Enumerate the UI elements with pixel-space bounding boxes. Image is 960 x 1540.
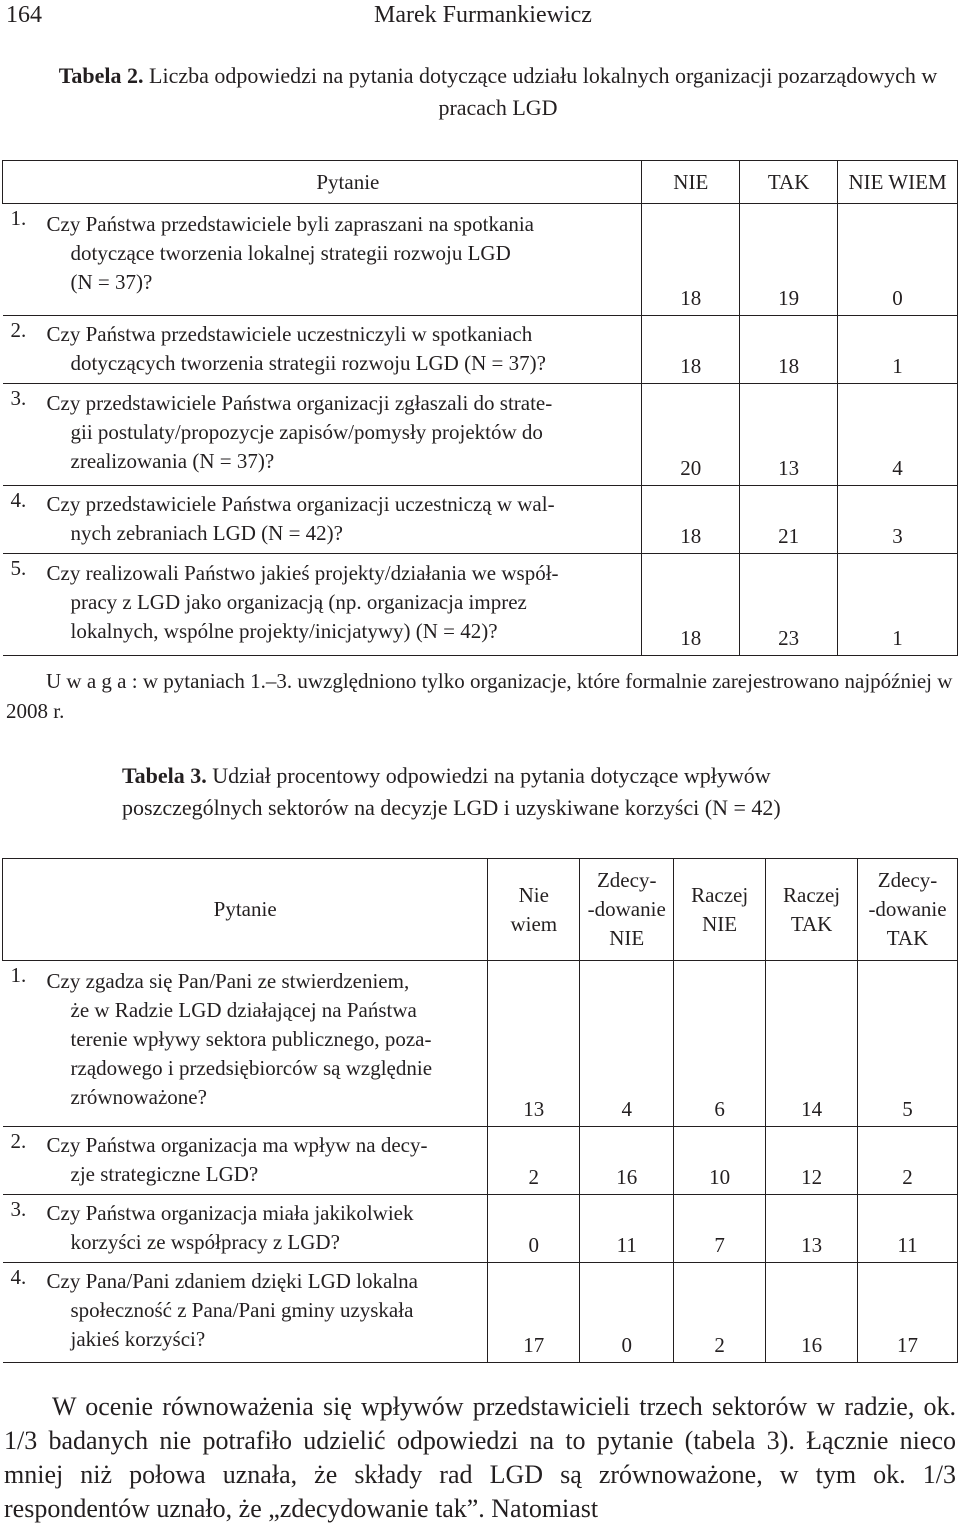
cell-nie-wiem: 17 xyxy=(488,1263,580,1363)
table-row xyxy=(3,961,958,1127)
question-line: pracy z LGD jako organizacją (np. organizacja imprez xyxy=(70,590,527,614)
header-line: TAK xyxy=(790,911,833,936)
cell-nie-wiem: 2 xyxy=(488,1127,580,1195)
body-paragraph xyxy=(4,1390,956,1526)
question-line: nych zebraniach LGD (N = 42)? xyxy=(70,521,343,545)
cell-raczej-nie: 7 xyxy=(674,1195,766,1263)
cell-nie: 18 xyxy=(642,486,740,554)
table2-header-nie: NIE xyxy=(642,161,740,204)
question-line: korzyści ze współpracy z LGD? xyxy=(70,1230,340,1254)
cell-zdecydowanie-tak: 17 xyxy=(858,1263,958,1363)
table3-caption-line2: poszczególnych sektorów na decyzje LGD i uzyskiwane korzyści (N = 42) xyxy=(122,795,781,820)
header-line: NIE xyxy=(609,926,645,950)
question-line: Czy Państwa organizacja ma wpływ na decy- xyxy=(46,1133,428,1157)
cell-tak: 21 xyxy=(740,486,838,554)
cell-zdecydowanie-tak: 11 xyxy=(858,1195,958,1263)
cell-raczej-tak: 16 xyxy=(766,1263,858,1363)
table3-header-row xyxy=(3,859,958,961)
cell-nie-wiem: 13 xyxy=(488,961,580,1127)
cell-raczej-nie: 6 xyxy=(674,961,766,1127)
row-number: 1. xyxy=(10,206,27,230)
cell-zdecydowanie-tak: 2 xyxy=(858,1127,958,1195)
table3-header-raczej-tak xyxy=(766,859,858,961)
cell-nie-wiem: 0 xyxy=(838,204,958,316)
question-line: dotyczących tworzenia strategii rozwoju LGD (N = 37)? xyxy=(70,351,546,375)
cell-zdecydowanie-tak: 5 xyxy=(858,961,958,1127)
row-number: 2. xyxy=(10,1129,27,1153)
table3-header-nie-wiem xyxy=(488,859,580,961)
header-line: -dowanie xyxy=(868,897,947,921)
page-number: 164 xyxy=(6,2,42,28)
row-number: 1. xyxy=(10,963,27,987)
table3-header-raczej-nie xyxy=(674,859,766,961)
table-row xyxy=(3,204,958,316)
cell-tak: 13 xyxy=(740,384,838,486)
cell-tak: 18 xyxy=(740,316,838,384)
cell-nie-wiem: 4 xyxy=(838,384,958,486)
table2-header-row xyxy=(3,161,958,204)
body-paragraph-text: W ocenie równoważenia się wpływów przedstawicieli trzech sektorów w radzie, ok. 1/3 badanych nie potrafiło udzielić odpowiedzi na to pytanie (tabela 3). Łącznie nieco mniej niż połowa uznała, że składy rad LGD są zrównoważone, w tym ok. 1/3 respondentów uznało, że „zdecydowanie tak”. Natomiast xyxy=(4,1392,956,1523)
cell-raczej-nie: 10 xyxy=(674,1127,766,1195)
table2 xyxy=(2,160,958,656)
question-line: rządowego i przedsiębiorców są względnie xyxy=(70,1056,433,1080)
cell-zdecydowanie-nie: 4 xyxy=(580,961,674,1127)
header-line: Raczej xyxy=(691,882,749,907)
header-line: wiem xyxy=(510,911,558,936)
cell-raczej-tak: 13 xyxy=(766,1195,858,1263)
cell-raczej-tak: 12 xyxy=(766,1127,858,1195)
question-line: zrównoważone? xyxy=(70,1085,207,1109)
header-line: TAK xyxy=(886,926,929,950)
cell-zdecydowanie-nie: 0 xyxy=(580,1263,674,1363)
cell-nie: 18 xyxy=(642,204,740,316)
question-line: Czy zgadza się Pan/Pani ze stwierdzeniem, xyxy=(46,969,410,993)
header-line: Zdecy- xyxy=(596,868,657,892)
question-line: Czy przedstawiciele Państwa organizacji zgłaszali do strate- xyxy=(46,391,553,415)
question-line: dotyczące tworzenia lokalnej strategii rozwoju LGD xyxy=(70,241,511,265)
table-row xyxy=(3,384,958,486)
note-label: U w a g a : xyxy=(46,669,138,693)
cell-nie-wiem: 1 xyxy=(838,554,958,656)
note-text: w pytaniach 1.–3. uwzględniono tylko organizacje, które formalnie zarejestrowano najpóźniej w 2008 r. xyxy=(6,669,953,723)
table-row xyxy=(3,316,958,384)
table-row xyxy=(3,1263,958,1363)
row-number: 4. xyxy=(10,1265,27,1289)
question-line: lokalnych, wspólne projekty/inicjatywy) (N = 42)? xyxy=(70,619,498,643)
header-line: Nie xyxy=(518,882,549,907)
question-line: Czy Pana/Pani zdaniem dzięki LGD lokalna xyxy=(46,1269,418,1293)
table3-caption-line1: Udział procentowy odpowiedzi na pytania dotyczące wpływów xyxy=(212,763,771,788)
table-row xyxy=(3,1127,958,1195)
cell-zdecydowanie-nie: 16 xyxy=(580,1127,674,1195)
table3-header-zdecydowanie-nie xyxy=(580,859,674,961)
cell-nie: 18 xyxy=(642,554,740,656)
table-row xyxy=(3,554,958,656)
table2-header-nie-wiem: NIE WIEM xyxy=(838,161,958,204)
cell-tak: 23 xyxy=(740,554,838,656)
cell-zdecydowanie-nie: 11 xyxy=(580,1195,674,1263)
table2-header-tak: TAK xyxy=(740,161,838,204)
header-line: Zdecy- xyxy=(877,868,938,892)
question-line: Czy realizowali Państwo jakieś projekty/działania we współ- xyxy=(46,561,559,585)
question-line: zje strategiczne LGD? xyxy=(70,1162,259,1186)
header-line: NIE xyxy=(702,911,738,936)
running-header-author: Marek Furmankiewicz xyxy=(374,2,592,28)
question-line: że w Radzie LGD działającej na Państwa xyxy=(70,998,417,1022)
question-line: Czy Państwa przedstawiciele byli zapraszani na spotkania xyxy=(46,212,534,236)
table2-caption-label: Tabela 2. xyxy=(58,63,144,88)
row-number: 2. xyxy=(10,318,27,342)
question-line: zrealizowania (N = 37)? xyxy=(70,449,275,473)
header-line: Raczej xyxy=(783,882,841,907)
table-row xyxy=(3,486,958,554)
row-number: 3. xyxy=(10,1197,27,1221)
table3 xyxy=(2,858,958,1363)
question-line: terenie wpływy sektora publicznego, poza- xyxy=(70,1027,432,1051)
question-line: Czy przedstawiciele Państwa organizacji uczestniczą w wal- xyxy=(46,492,555,516)
header-line: -dowanie xyxy=(587,897,666,921)
row-number: 5. xyxy=(10,556,27,580)
question-line: (N = 37)? xyxy=(70,270,153,294)
table3-caption xyxy=(122,760,922,824)
table2-caption xyxy=(40,60,956,124)
table3-header-zdecydowanie-tak xyxy=(858,859,958,961)
question-line: Czy Państwa przedstawiciele uczestniczyli w spotkaniach xyxy=(46,322,533,346)
cell-nie: 20 xyxy=(642,384,740,486)
row-number: 4. xyxy=(10,488,27,512)
table2-note xyxy=(6,666,954,726)
question-line: jakieś korzyści? xyxy=(70,1327,206,1351)
question-line: społeczność z Pana/Pani gminy uzyskała xyxy=(70,1298,414,1322)
cell-nie-wiem: 0 xyxy=(488,1195,580,1263)
cell-nie: 18 xyxy=(642,316,740,384)
header-line: Pytanie xyxy=(213,897,277,921)
cell-nie-wiem: 1 xyxy=(838,316,958,384)
table2-header-question: Pytanie xyxy=(3,161,642,204)
cell-nie-wiem: 3 xyxy=(838,486,958,554)
cell-tak: 19 xyxy=(740,204,838,316)
cell-raczej-nie: 2 xyxy=(674,1263,766,1363)
cell-raczej-tak: 14 xyxy=(766,961,858,1127)
table3-caption-label: Tabela 3. xyxy=(122,763,207,788)
question-line: gii postulaty/propozycje zapisów/pomysły projektów do xyxy=(70,420,543,444)
table2-caption-text: Liczba odpowiedzi na pytania dotyczące udziału lokalnych organizacji pozarządowych w pracach LGD xyxy=(149,63,938,120)
question-line: Czy Państwa organizacja miała jakikolwiek xyxy=(46,1201,414,1225)
table3-header-question xyxy=(3,859,488,961)
table-row xyxy=(3,1195,958,1263)
row-number: 3. xyxy=(10,386,27,410)
